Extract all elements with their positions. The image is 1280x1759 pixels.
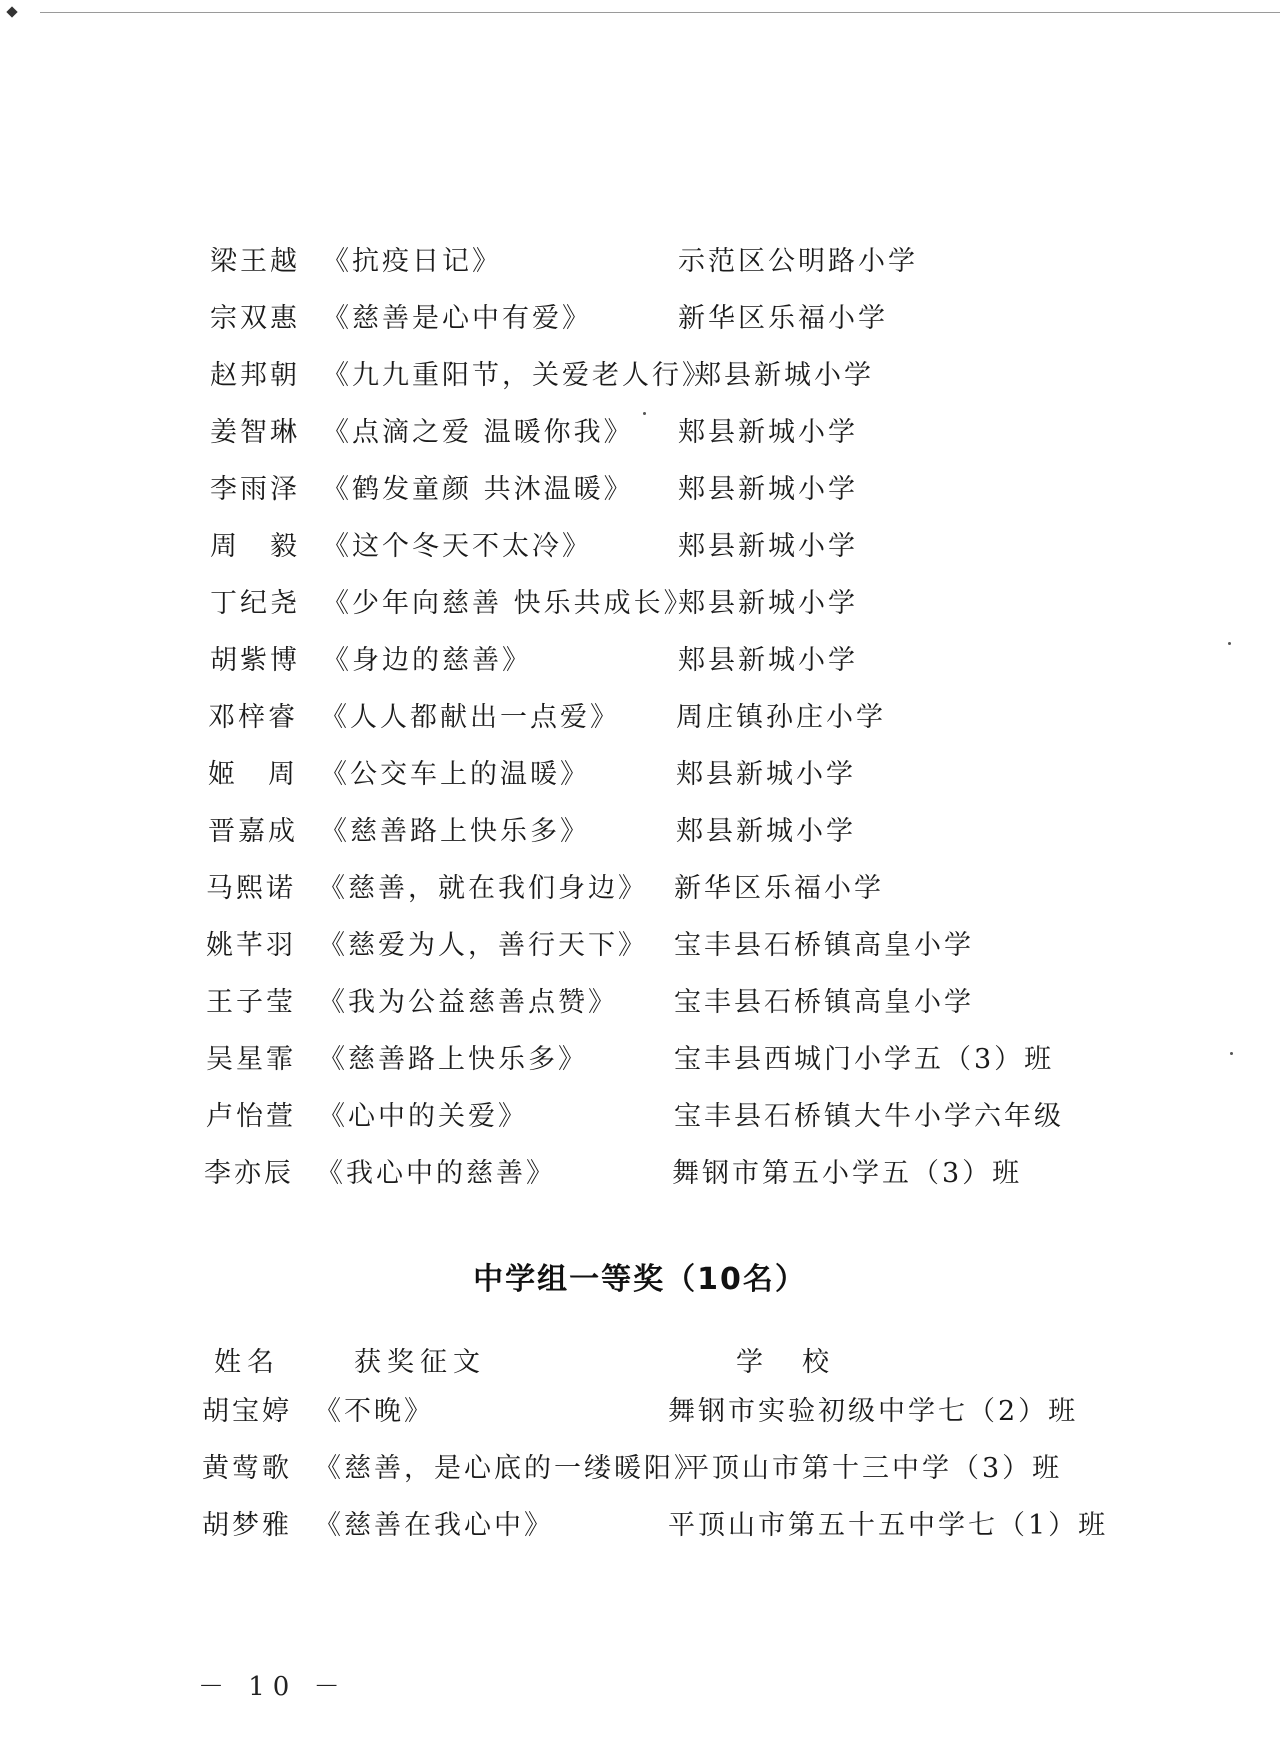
school-name: 平顶山市第五十五中学七（1）班 [668, 1510, 1109, 1541]
school-name: 宝丰县石桥镇高皇小学 [674, 987, 974, 1018]
essay-title: 《慈善路上快乐多》 [320, 816, 590, 847]
school-name: 新华区乐福小学 [674, 873, 884, 904]
header-title: 获奖征文 [354, 1347, 486, 1378]
school-name: 宝丰县石桥镇大牛小学六年级 [674, 1101, 1064, 1132]
winner-name: 姜智琳 [210, 417, 300, 448]
scan-speck [1230, 1052, 1233, 1055]
essay-title: 《少年向慈善 快乐共成长》 [322, 588, 694, 619]
school-name: 郏县新城小学 [678, 645, 858, 676]
winner-name: 李亦辰 [204, 1158, 294, 1189]
essay-title: 《慈善在我心中》 [314, 1510, 554, 1541]
winner-name: 晋嘉成 [208, 816, 298, 847]
school-name: 舞钢市实验初级中学七（2）班 [668, 1396, 1079, 1427]
scan-speck [1228, 642, 1231, 645]
winner-name: 姚芊羽 [206, 930, 296, 961]
school-name: 平顶山市第十三中学（3）班 [682, 1453, 1063, 1484]
winner-name: 胡宝婷 [202, 1396, 292, 1427]
winner-name: 黄莺歌 [202, 1453, 292, 1484]
winner-name: 胡梦雅 [202, 1510, 292, 1541]
essay-title: 《人人都献出一点爱》 [320, 702, 620, 733]
winner-name: 梁王越 [210, 246, 300, 277]
school-name: 郏县新城小学 [676, 759, 856, 790]
winner-name: 李雨泽 [210, 474, 300, 505]
winner-name: 马熙诺 [206, 873, 296, 904]
school-name: 宝丰县石桥镇高皇小学 [674, 930, 974, 961]
winner-name: 宗双惠 [210, 303, 300, 334]
school-name: 示范区公明路小学 [678, 246, 918, 277]
page-number: － 10 － [198, 1672, 348, 1702]
school-name: 宝丰县西城门小学五（3）班 [674, 1044, 1055, 1075]
essay-title: 《慈善是心中有爱》 [322, 303, 592, 334]
school-name: 郏县新城小学 [678, 588, 858, 619]
winner-name: 周 毅 [210, 531, 300, 562]
essay-title: 《慈善路上快乐多》 [318, 1044, 588, 1075]
essay-title: 《这个冬天不太冷》 [322, 531, 592, 562]
school-name: 新华区乐福小学 [678, 303, 888, 334]
winner-name: 卢怡萱 [206, 1101, 296, 1132]
essay-title: 《不晚》 [314, 1396, 434, 1427]
winner-name: 赵邦朝 [210, 360, 300, 391]
winner-name: 吴星霏 [206, 1044, 296, 1075]
scan-speck [643, 412, 646, 415]
essay-title: 《鹤发童颜 共沐温暖》 [322, 474, 634, 505]
essay-title: 《身边的慈善》 [322, 645, 532, 676]
school-name: 郏县新城小学 [694, 360, 874, 391]
header-name: 姓名 [214, 1347, 280, 1378]
essay-title: 《公交车上的温暖》 [320, 759, 590, 790]
section-heading: 中学组一等奖（10名） [473, 1262, 807, 1297]
essay-title: 《心中的关爱》 [318, 1101, 528, 1132]
essay-title: 《九九重阳节，关爱老人行》 [322, 360, 712, 391]
essay-title: 《慈善，就在我们身边》 [318, 873, 648, 904]
essay-title: 《我为公益慈善点赞》 [318, 987, 618, 1018]
essay-title: 《慈爱为人，善行天下》 [318, 930, 648, 961]
school-name: 郏县新城小学 [678, 474, 858, 505]
top-rule [40, 12, 1280, 13]
winner-name: 丁纪尧 [210, 588, 300, 619]
essay-title: 《我心中的慈善》 [316, 1158, 556, 1189]
winner-name: 姬 周 [208, 759, 298, 790]
school-name: 周庄镇孙庄小学 [676, 702, 886, 733]
school-name: 郏县新城小学 [678, 531, 858, 562]
scan-corner-mark [6, 6, 17, 17]
essay-title: 《抗疫日记》 [322, 246, 502, 277]
school-name: 郏县新城小学 [676, 816, 856, 847]
essay-title: 《点滴之爱 温暖你我》 [322, 417, 634, 448]
essay-title: 《慈善，是心底的一缕暖阳》 [314, 1453, 704, 1484]
school-name: 郏县新城小学 [678, 417, 858, 448]
winner-name: 邓梓睿 [208, 702, 298, 733]
winner-name: 胡紫博 [210, 645, 300, 676]
school-name: 舞钢市第五小学五（3）班 [672, 1158, 1023, 1189]
header-school: 学 校 [736, 1347, 835, 1378]
winner-name: 王子莹 [206, 987, 296, 1018]
